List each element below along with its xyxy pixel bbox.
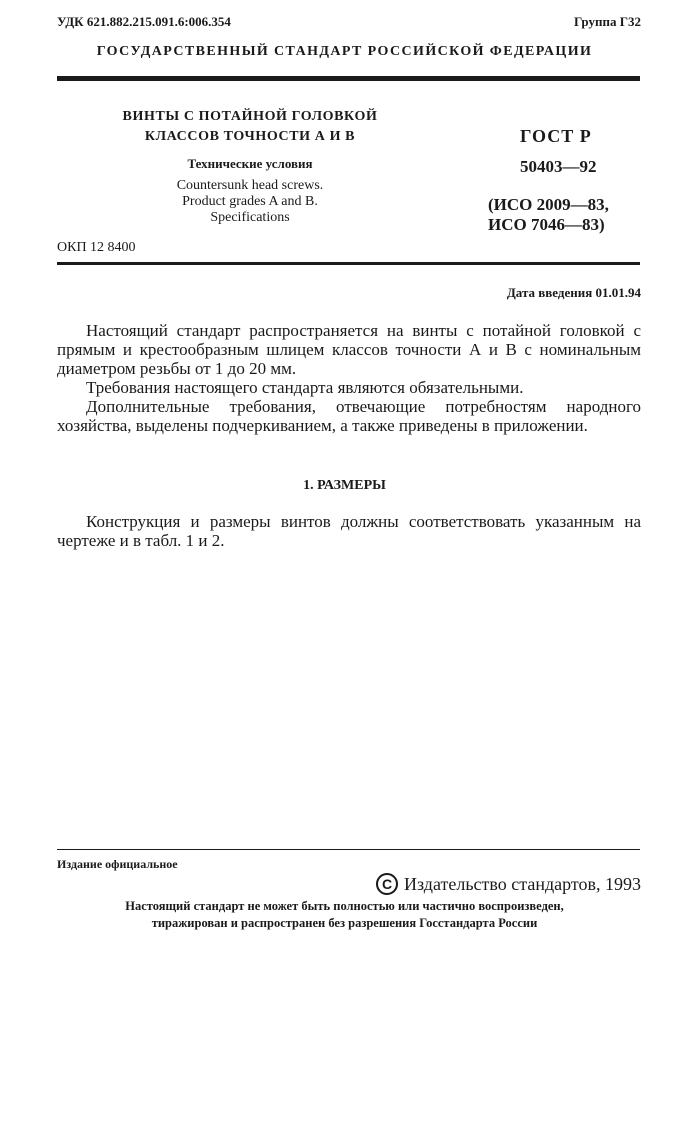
udk-code: УДК 621.882.215.091.6:006.354 bbox=[57, 14, 231, 29]
introduction-date: Дата введения 01.01.94 bbox=[506, 285, 641, 300]
paragraph-scope: Настоящий стандарт распространяется на винты с потайной головкой с прямым и крестообразным шлицем классов точности А и В с номинальным диаметром резьбы от 1 до 20 мм. bbox=[57, 321, 641, 378]
title-line-1: ВИНТЫ С ПОТАЙНОЙ ГОЛОВКОЙ bbox=[122, 109, 378, 124]
gost-number: 50403—92 bbox=[520, 157, 597, 176]
official-edition-label: Издание официальное bbox=[57, 857, 178, 871]
okp-code: ОКП 12 8400 bbox=[57, 240, 136, 255]
english-line-1: Countersunk head screws. bbox=[176, 178, 324, 193]
iso-line-2: ИСО 7046—83) bbox=[488, 215, 605, 234]
copyright-text: Издательство стандартов, 1993 bbox=[404, 874, 641, 894]
top-divider bbox=[57, 76, 640, 81]
section-heading: 1. РАЗМЕРЫ bbox=[303, 478, 386, 493]
rights-line-2: тиражирован и распространен без разрешения Госстандарта России bbox=[151, 916, 538, 930]
state-standard-heading: ГОСУДАРСТВЕННЫЙ СТАНДАРТ РОССИЙСКОЙ ФЕДЕРАЦИИ bbox=[96, 44, 593, 59]
english-line-3: Specifications bbox=[210, 210, 290, 225]
iso-line-1: (ИСО 2009—83, bbox=[488, 195, 609, 214]
english-title bbox=[0, 178, 500, 226]
footer-divider bbox=[57, 849, 640, 850]
copyright-notice bbox=[376, 873, 641, 895]
paragraph-dimensions: Конструкция и размеры винтов должны соответствовать указанным на чертеже и в табл. 1 и 2. bbox=[57, 512, 641, 550]
group-code: Группа Г32 bbox=[573, 14, 641, 29]
document-title bbox=[0, 107, 500, 147]
document-subtitle: Технические условия bbox=[187, 156, 313, 171]
header-bottom-divider bbox=[57, 262, 640, 265]
iso-references bbox=[488, 195, 609, 235]
english-line-2: Product grades A and B. bbox=[182, 194, 318, 209]
copyright-icon: С bbox=[376, 873, 398, 895]
paragraph-additional: Дополнительные требования, отвечающие потребностям народного хозяйства, выделены подчеркиванием, а также приведены в приложении. bbox=[57, 397, 641, 435]
rights-line-1: Настоящий стандарт не может быть полностью или частично воспроизведен, bbox=[125, 899, 564, 913]
paragraph-mandatory: Требования настоящего стандарта являются обязательными. bbox=[86, 378, 524, 397]
rights-notice bbox=[0, 898, 689, 932]
gost-label: ГОСТ Р bbox=[520, 126, 592, 146]
title-line-2: КЛАССОВ ТОЧНОСТИ А И В bbox=[144, 129, 356, 144]
